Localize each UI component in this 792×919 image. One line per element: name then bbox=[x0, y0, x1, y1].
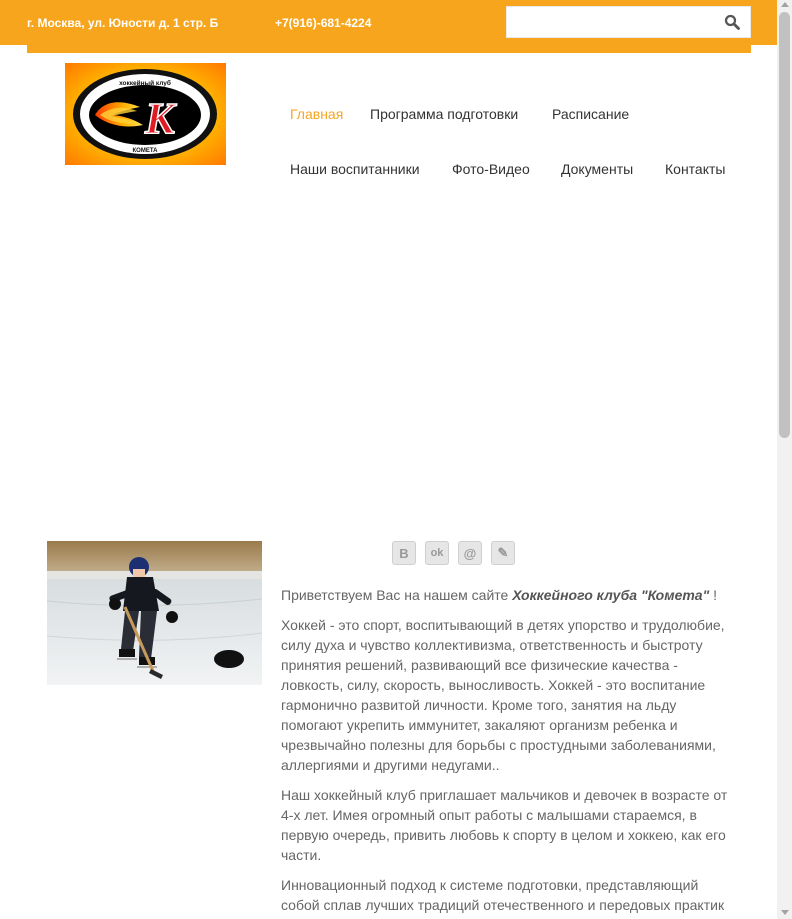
header-accent-strip bbox=[27, 45, 751, 53]
share-livejournal-button[interactable] bbox=[491, 541, 515, 565]
nav-item-photo-video[interactable]: Фото-Видео bbox=[452, 161, 530, 177]
scroll-down-arrow-icon[interactable] bbox=[781, 910, 789, 915]
page-scrollbar[interactable] bbox=[777, 0, 792, 919]
paragraph-invitation: Наш хоккейный клуб приглашает мальчиков и девочек в возрасте от 4-х лет. Имея огромный опыт работы с малышами стараемся, в первую очередь, привить любовь к спорту в целом и хоккею, как его части. bbox=[281, 787, 728, 863]
top-bar bbox=[0, 0, 777, 45]
nav-item-documents[interactable]: Документы bbox=[561, 161, 634, 177]
odnoklassniki-icon: ok bbox=[430, 547, 444, 559]
search-input[interactable] bbox=[507, 7, 712, 37]
main-content bbox=[281, 585, 731, 919]
logo-letter: К bbox=[145, 94, 175, 143]
search-icon[interactable] bbox=[724, 14, 740, 30]
search-box bbox=[506, 6, 751, 38]
share-vkontakte-button[interactable] bbox=[392, 541, 416, 565]
mail-ru-icon: @ bbox=[463, 545, 477, 561]
paragraph-approach: Инновационный подход к системе подготовки, представляющий собой сплав лучших традиций отечественного и передовых практик bbox=[281, 877, 725, 913]
hockey-kid-photo bbox=[47, 541, 262, 685]
scroll-up-arrow-icon[interactable] bbox=[781, 2, 789, 7]
phone-number[interactable]: +7(916)-681-4224 bbox=[275, 16, 372, 30]
club-logo[interactable] bbox=[65, 63, 226, 165]
greeting-paragraph bbox=[281, 585, 731, 605]
vkontakte-icon: В bbox=[399, 545, 409, 561]
club-name: Хоккейного клуба "Комета" bbox=[512, 587, 710, 603]
paragraph-hockey-benefits: Хоккей - это спорт, воспитывающий в детях упорство и трудолюбие, силу духа и чувство коллективизма, ответственность и быстроту принятия решений, развивающий все физические качества - ловкость, силу, скорость, выносливость. Хоккей - это воспитание гармонично развитой личности. Кроме того, занятия на льду помогают укрепить иммунитет, закаляют организм ребенка и чрезвычайно полезны для борьбы с простудными заболеваниями, аллергиями и другими недугами.. bbox=[281, 617, 725, 773]
logo-top-text: хоккейный клуб bbox=[119, 80, 171, 87]
nav-item-our-students[interactable]: Наши воспитанники bbox=[290, 161, 420, 177]
greeting-suffix: ! bbox=[709, 587, 718, 603]
livejournal-icon: ✎ bbox=[497, 545, 509, 560]
address-text: г. Москва, ул. Юности д. 1 стр. Б bbox=[27, 16, 219, 30]
share-odnoklassniki-button[interactable] bbox=[425, 541, 449, 565]
share-mail-ru-button[interactable] bbox=[458, 541, 482, 565]
scroll-thumb[interactable] bbox=[779, 12, 790, 438]
nav-item-home[interactable]: Главная bbox=[290, 106, 344, 122]
nav-item-schedule[interactable]: Расписание bbox=[552, 106, 630, 122]
nav-item-contacts[interactable]: Контакты bbox=[665, 161, 726, 177]
nav-item-training-program[interactable]: Программа подготовки bbox=[370, 106, 519, 122]
greeting-prefix: Приветствуем Вас на нашем сайте bbox=[281, 587, 513, 603]
logo-bottom-text: КОМЕТА bbox=[132, 148, 158, 154]
